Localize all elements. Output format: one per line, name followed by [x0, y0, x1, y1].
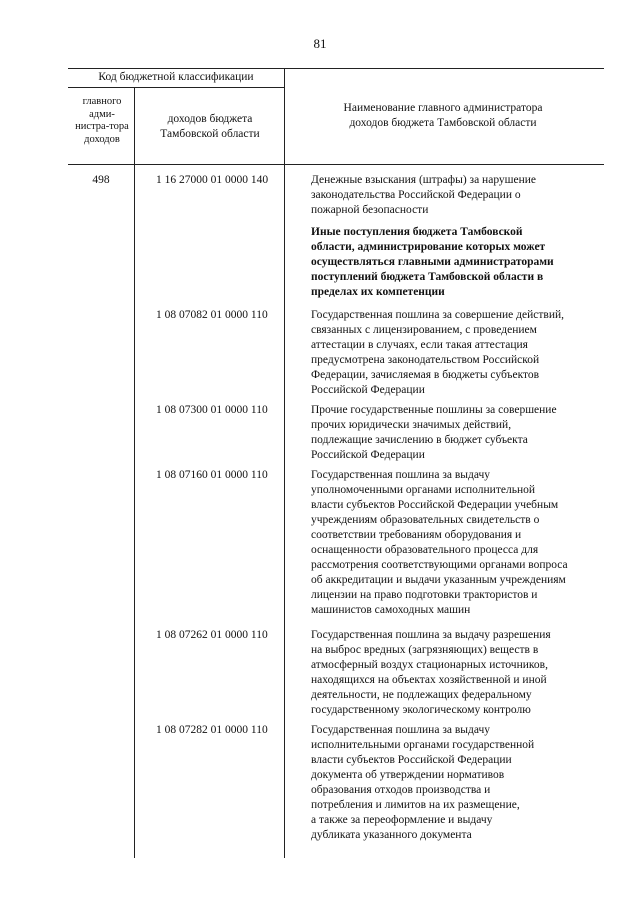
row-income-code: 1 08 07262 01 0000 110: [156, 629, 268, 641]
header-admin-column: главного адми-нистра-тора доходов: [75, 96, 129, 145]
header-group-label: Код бюджетной классификации: [98, 71, 254, 83]
table-top-rule: [68, 68, 604, 69]
row-income-code: 1 08 07300 01 0000 110: [156, 404, 268, 416]
page-number: 81: [313, 36, 327, 51]
column-divider-admin: [134, 87, 135, 858]
row-income-code: 1 08 07160 01 0000 110: [156, 469, 268, 481]
row-income-code: 1 08 07082 01 0000 110: [156, 309, 268, 321]
header-group-rule: [68, 87, 284, 88]
row-name: Государственная пошлина за выдачу уполномоченными органами исполнительной власти субъектов Российской Федерации учебным учреждениям образовательных свидетельств о соответствии требованиям оборудования и оснащенности образовательного процесса для рассмотрения соответствующими органами вопроса об аккредитации и выдачи указанным учреждениям лицензии на право подготовки трактористов и машинистов самоходных машин: [311, 469, 568, 616]
row-income-code: 1 16 27000 01 0000 140: [156, 174, 269, 186]
row-name: Государственная пошлина за выдачу разрешения на выброс вредных (загрязняющих) веществ в атмосферный воздух стационарных источников, находящихся на объектах хозяйственной и иной деятельности, не подлежащих федеральному государственному экологическому контролю: [311, 629, 551, 716]
row-name: Прочие государственные пошлины за совершение прочих юридически значимых действий, подлежащие зачислению в бюджет субъекта Российской Федерации: [311, 404, 557, 461]
header-bottom-rule: [68, 164, 604, 165]
row-name: Денежные взыскания (штрафы) за нарушение законодательства Российской Федерации о пожарной безопасности: [311, 174, 537, 216]
column-divider-code: [284, 68, 285, 858]
row-name: Государственная пошлина за совершение действий, связанных с лицензированием, с проведением аттестации в случаях, если такая аттестация предусмотрена законодательством Российской Федерации, зачисляемая в бюджеты субъектов Российской Федерации: [311, 309, 565, 396]
budget-classification-table: [68, 68, 604, 858]
row-admin-code: 498: [92, 174, 110, 186]
section-heading: Иные поступления бюджета Тамбовской области, администрирование которых может осуществляться главными администраторами поступлений бюджета Тамбовской области в пределах их компетенции: [311, 226, 554, 298]
header-name-column: Наименование главного администратора доходов бюджета Тамбовской области: [343, 102, 543, 129]
header-income-column: доходов бюджета Тамбовской области: [160, 113, 260, 140]
row-income-code: 1 08 07282 01 0000 110: [156, 724, 268, 736]
row-name: Государственная пошлина за выдачу исполнительными органами государственной власти субъектов Российской Федерации документа об утверждении нормативов образования отходов производства и потребления и лимитов на их размещение, а также за переоформление и выдачу дубликата указанного документа: [311, 724, 535, 841]
